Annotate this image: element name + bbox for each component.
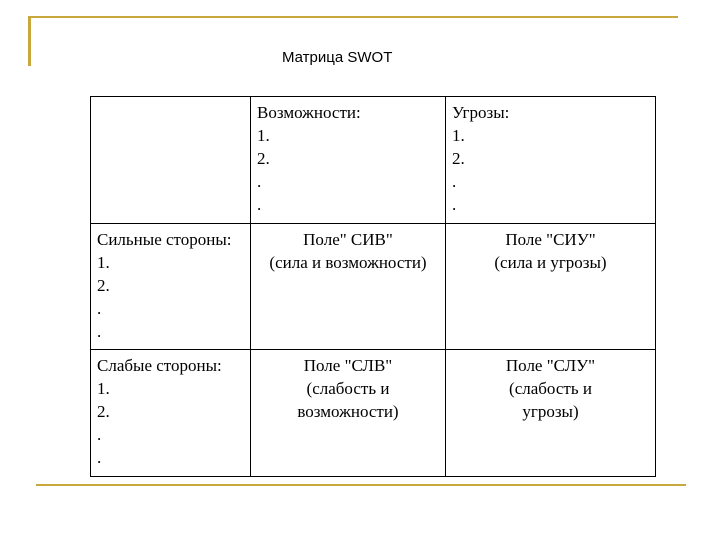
siu-field-cell: Поле "СИУ" (сила и угрозы): [446, 223, 656, 350]
decorative-top-line: [28, 16, 678, 18]
table-row: [91, 97, 656, 224]
empty-corner-cell: [91, 97, 251, 224]
opportunities-header-cell: Возможности: 1. 2. . .: [251, 97, 446, 224]
page-title: Матрица SWOT: [282, 49, 393, 66]
slu-field-cell: Поле "СЛУ" (слабость и угрозы): [446, 350, 656, 477]
decorative-left-line: [28, 16, 31, 66]
decorative-bottom-line: [36, 484, 686, 486]
table-row: [91, 223, 656, 350]
siv-field-cell: Поле" СИВ" (сила и возможности): [251, 223, 446, 350]
strengths-label-cell: Сильные стороны: 1. 2. . .: [91, 223, 251, 350]
threats-header-cell: Угрозы: 1. 2. . .: [446, 97, 656, 224]
table-row: [91, 350, 656, 477]
slv-field-cell: Поле "СЛВ" (слабость и возможности): [251, 350, 446, 477]
swot-matrix-table: [90, 96, 656, 477]
weaknesses-label-cell: Слабые стороны: 1. 2. . .: [91, 350, 251, 477]
